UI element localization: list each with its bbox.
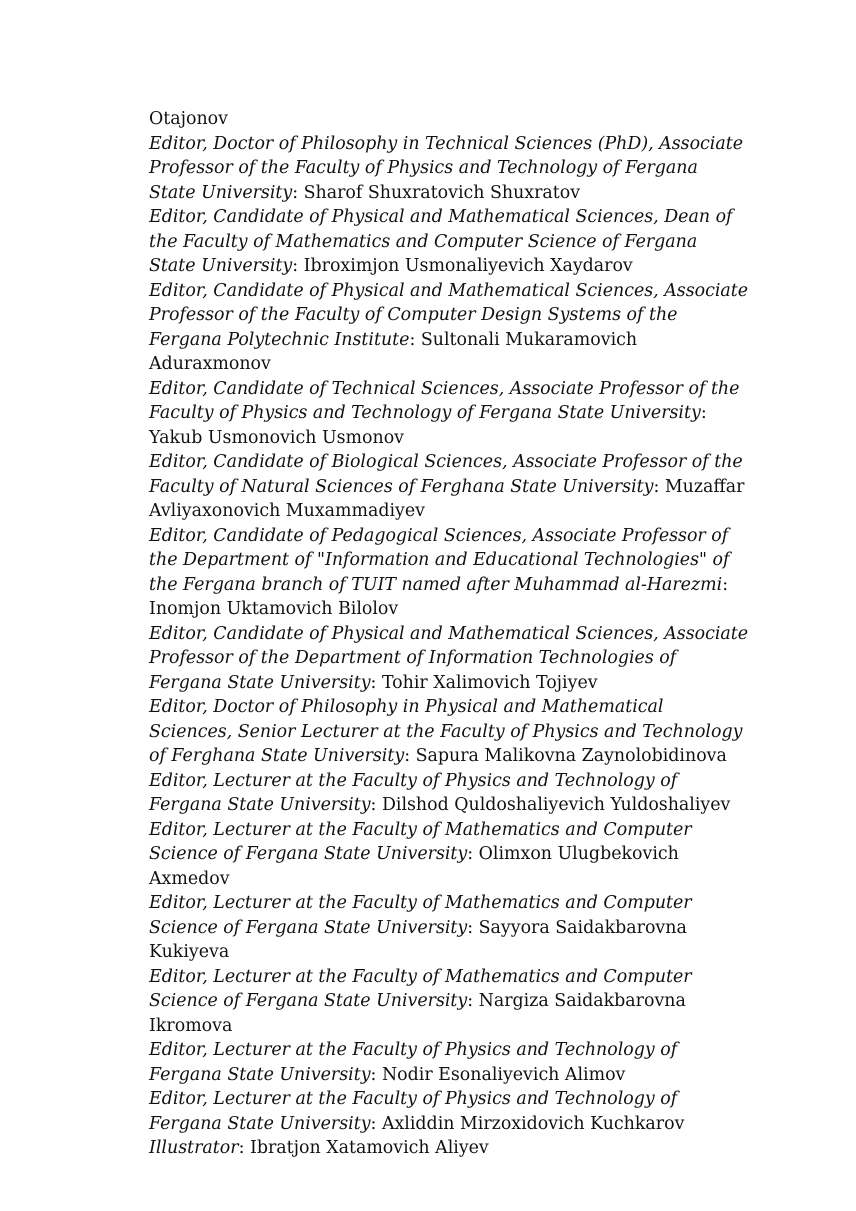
credit-role: Editor, Candidate of Technical Sciences, Associate Professor of the Faculty of Physics and Technology of Fergana State University bbox=[149, 378, 740, 423]
document-page bbox=[149, 107, 749, 1161]
credit-entry-illustrator: Illustrator: Ibratjon Xatamovich Aliyev bbox=[149, 1138, 489, 1158]
credit-name: Ibratjon Xatamovich Aliyev bbox=[249, 1138, 489, 1158]
credit-entry: Editor, Candidate of Physical and Mathematical Sciences, Associate Professor of the Faculty of Computer Design Systems of the Fergana Polytechnic Institute: Sultonali Mukaramovich Aduraxmonov bbox=[149, 280, 749, 374]
credit-name: Olimxon Ulugbekovich Axmedov bbox=[149, 844, 679, 889]
credit-role: Editor, Doctor of Philosophy in Physical and Mathematical Sciences, Senior Lecturer at the Faculty of Physics and Technology of Ferghana State University bbox=[149, 697, 743, 766]
credit-entry: Editor, Candidate of Pedagogical Sciences, Associate Professor of the Department of "Information and Educational Technologies" of the Fergana branch of TUIT named after Muhammad al-Harezmi: Inomjon Uktamovich Bilolov bbox=[149, 525, 730, 619]
credit-name: Nodir Esonaliyevich Alimov bbox=[381, 1064, 626, 1085]
credit-role: Editor, Doctor of Philosophy in Technical Sciences (PhD), Associate Professor of the Faculty of Physics and Technology of Fergana State University bbox=[149, 133, 743, 203]
credit-role: Editor, Candidate of Pedagogical Sciences, Associate Professor of the Department of "Information and Educational Technologies" of the Fergana branch of TUIT named after Muhammad al-Harezmi bbox=[149, 525, 730, 595]
credit-entry: Editor, Doctor of Philosophy in Physical and Mathematical Sciences, Senior Lecturer at the Faculty of Physics and Technology of Ferghana State University: Sapura Malikovna Zaynolobidinova bbox=[149, 697, 743, 766]
credit-name: Sapura Malikovna Zaynolobidinova bbox=[415, 746, 727, 766]
credit-name: Dilshod Quldoshaliyevich Yuldoshaliyev bbox=[381, 795, 731, 815]
credit-role: Editor, Lecturer at the Faculty of Physics and Technology of Fergana State University bbox=[149, 1040, 678, 1085]
credit-entry: Editor, Candidate of Physical and Mathematical Sciences, Associate Professor of the Department of Information Technologies of Fergana State University: Tohir Xalimovich Tojiyev bbox=[149, 623, 749, 693]
credit-entry: Editor, Doctor of Philosophy in Technical Sciences (PhD), Associate Professor of the Faculty of Physics and Technology of Fergana State University: Sharof Shuxratovich Shuxratov bbox=[149, 133, 743, 203]
credit-role: Editor, Lecturer at the Faculty of Mathematics and Computer Science of Fergana State University bbox=[149, 966, 692, 1011]
credit-name: Ibroximjon Usmonaliyevich Xaydarov bbox=[303, 256, 633, 276]
credit-entry: Editor, Candidate of Physical and Mathematical Sciences, Dean of the Faculty of Mathematics and Computer Science of Fergana State University: Ibroximjon Usmonaliyevich Xaydarov bbox=[149, 207, 733, 276]
credit-role: Editor, Candidate of Physical and Mathematical Sciences, Associate Professor of the Department of Information Technologies of Fergana State University bbox=[149, 623, 749, 693]
credit-name: Yakub Usmonovich Usmonov bbox=[149, 427, 404, 448]
credit-name: Sharof Shuxratovich Shuxratov bbox=[303, 182, 581, 203]
credit-role: Editor, Lecturer at the Faculty of Mathematics and Computer Science of Fergana State University bbox=[149, 819, 692, 864]
credit-entry: Editor, Candidate of Technical Sciences, Associate Professor of the Faculty of Physics and Technology of Fergana State University: Yakub Usmonovich Usmonov bbox=[149, 378, 740, 448]
credit-role: Editor, Candidate of Biological Sciences, Associate Professor of the Faculty of Natural Sciences of Ferghana State University bbox=[149, 452, 743, 497]
lead-text: Otajonov bbox=[149, 109, 228, 129]
credit-name: Axliddin Mirzoxidovich Kuchkarov bbox=[381, 1113, 685, 1134]
credit-entry: Editor, Lecturer at the Faculty of Physics and Technology of Fergana State University: Dilshod Quldoshaliyevich Yuldoshaliyev bbox=[149, 770, 731, 815]
credit-role: Editor, Lecturer at the Faculty of Mathematics and Computer Science of Fergana State University bbox=[149, 893, 692, 938]
credit-role: Illustrator bbox=[149, 1138, 239, 1158]
credit-entry: Editor, Lecturer at the Faculty of Physics and Technology of Fergana State University: Nodir Esonaliyevich Alimov bbox=[149, 1040, 678, 1085]
credit-role: Editor, Lecturer at the Faculty of Physics and Technology of Fergana State University bbox=[149, 770, 678, 815]
credit-role: Editor, Candidate of Physical and Mathematical Sciences, Associate Professor of the Faculty of Computer Design Systems of the Fergana Polytechnic Institute bbox=[149, 280, 749, 350]
credit-name: Nargiza Saidakbarovna Ikromova bbox=[149, 991, 686, 1036]
credit-name: Sultonali Mukaramovich Aduraxmonov bbox=[149, 329, 638, 374]
credit-name: Inomjon Uktamovich Bilolov bbox=[149, 599, 399, 619]
credit-role: Editor, Candidate of Physical and Mathematical Sciences, Dean of the Faculty of Mathematics and Computer Science of Fergana State University bbox=[149, 207, 733, 276]
credit-entry: Editor, Lecturer at the Faculty of Mathematics and Computer Science of Fergana State University: Sayyora Saidakbarovna Kukiyeva bbox=[149, 893, 692, 962]
credit-entry: Editor, Candidate of Biological Sciences, Associate Professor of the Faculty of Natural Sciences of Ferghana State University: Muzaffar Avliyaxonovich Muxammadiyev bbox=[149, 452, 745, 521]
credit-entry: Editor, Lecturer at the Faculty of Mathematics and Computer Science of Fergana State University: Nargiza Saidakbarovna Ikromova bbox=[149, 966, 692, 1036]
credit-entry: Editor, Lecturer at the Faculty of Physics and Technology of Fergana State University: Axliddin Mirzoxidovich Kuchkarov bbox=[149, 1089, 685, 1134]
credit-entry: Editor, Lecturer at the Faculty of Mathematics and Computer Science of Fergana State University: Olimxon Ulugbekovich Axmedov bbox=[149, 819, 692, 889]
credit-name: Muzaffar Avliyaxonovich Muxammadiyev bbox=[149, 476, 745, 521]
credit-name: Sayyora Saidakbarovna Kukiyeva bbox=[149, 917, 687, 962]
credit-role: Editor, Lecturer at the Faculty of Physics and Technology of Fergana State University bbox=[149, 1089, 678, 1134]
credit-name: Tohir Xalimovich Tojiyev bbox=[381, 672, 598, 693]
